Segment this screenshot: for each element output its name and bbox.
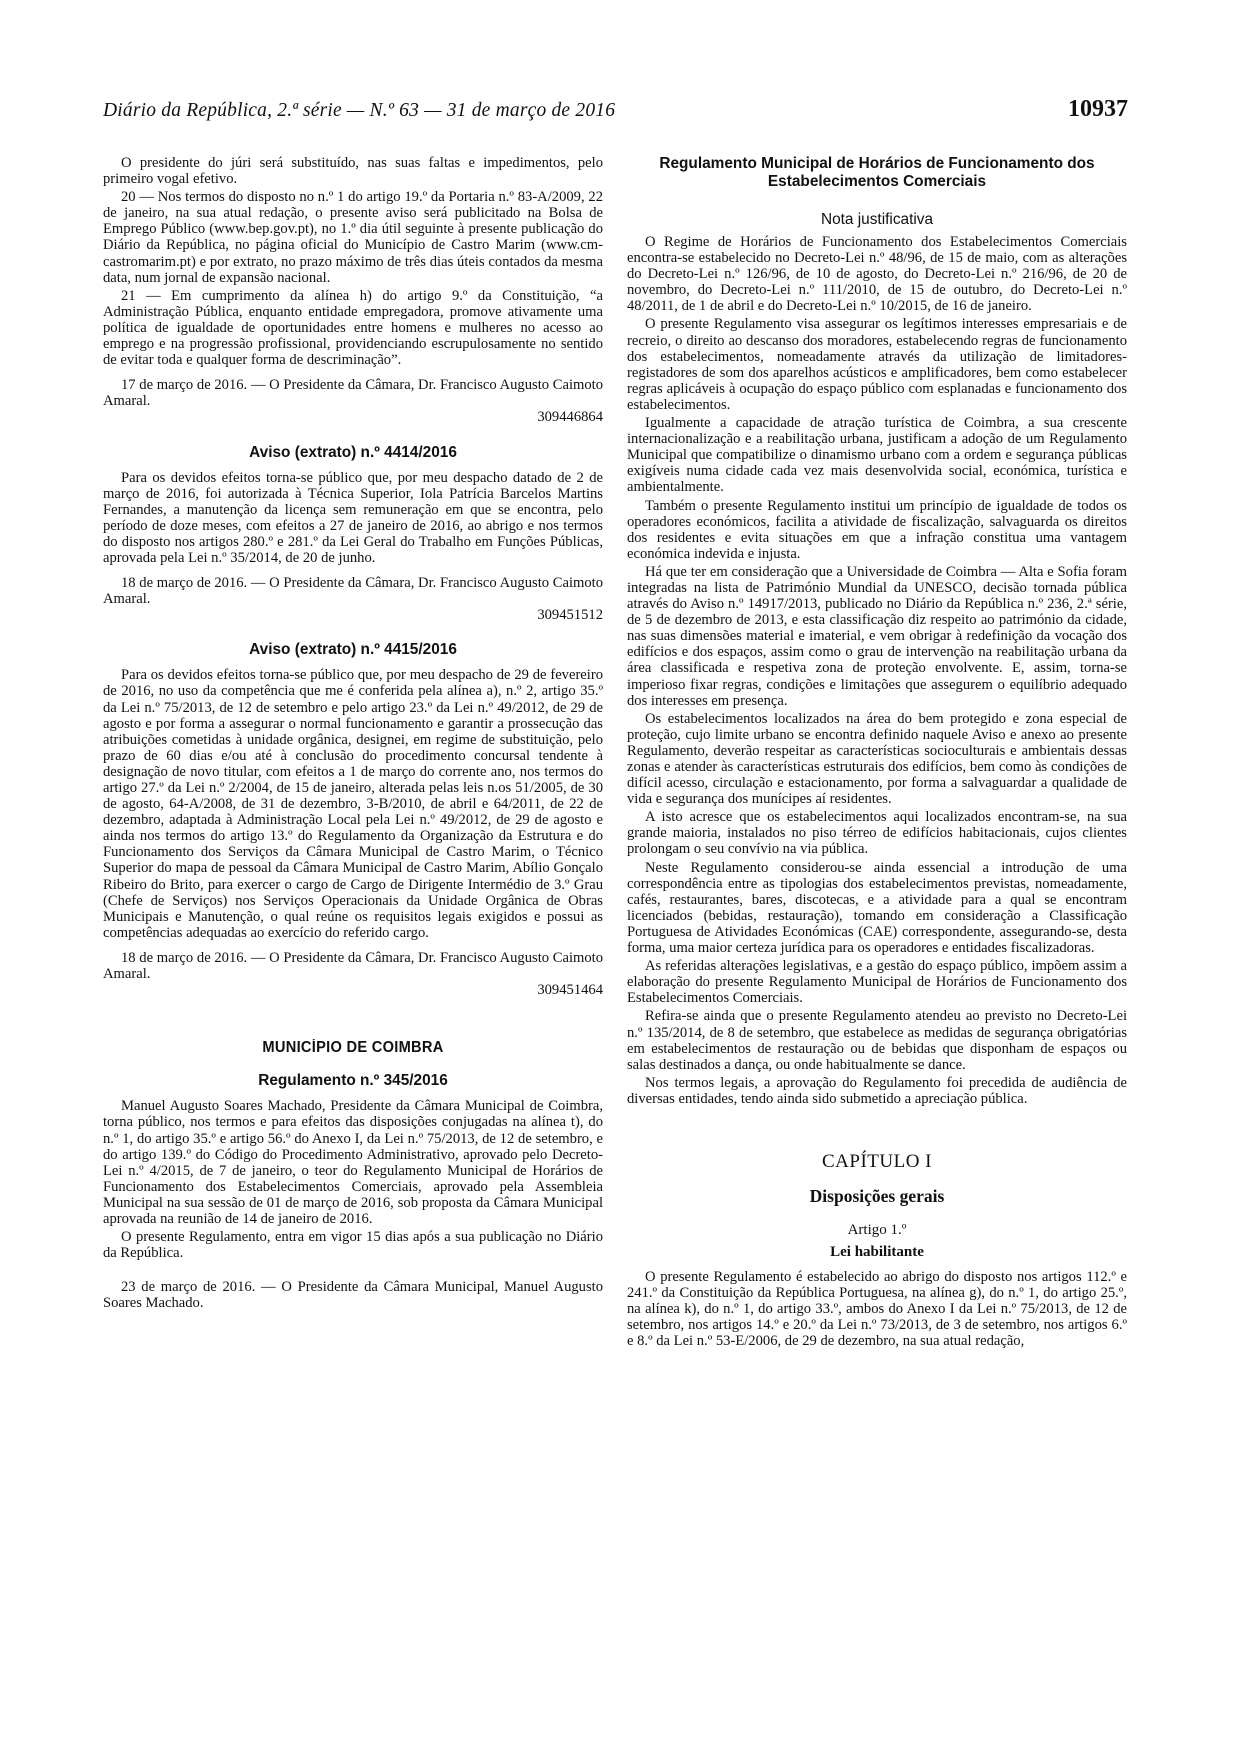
paragraph: Neste Regulamento considerou-se ainda essencial a introdução de uma correspondência entre as tipologias dos estabelecimentos previstas, nomeadamente, cafés, restaurantes, bares, discotecas, e a atividade para a qual se encontram licenciados (bebidas, restauração), tomando em consideração a Classificação Portuguesa de Atividades Económicas (CAE) correspondente, assegurando-se, desta forma, uma maior certeza jurídica para os operadores e entidades fiscalizadoras. — [627, 859, 1127, 957]
left-column — [103, 155, 603, 1317]
paragraph: Para os devidos efeitos torna-se público que, por meu despacho de 29 de fevereiro de 2016, no uso da competência que me é conferida pela alínea a), n.º 2, artigo 35.º da Lei n.º 75/2013, de 12 de setembro e pelo artigo 23.º da Lei n.º 49/2012, de 29 de agosto e por forma a assegurar o normal funcionamento e garantir a prossecução das atribuições cometidas à unidade orgânica, designei, em regime de substituição, pelo prazo de 60 dias e/ou até à conclusão do procedimento concursal tendente à designação de novo titular, com efeitos a 1 de março do corrente ano, nos termos do artigo 27.º da Lei n.º 2/2004, de 15 de janeiro, alterada pelas leis n.os 51/2005, de 30 de agosto, 64-A/2008, de 31 de dezembro, 3-B/2010, de abril e 64/2011, de 22 de dezembro, adaptada à Administração Local pela Lei n.º 49/2012, de 29 de agosto e ainda nos termos do artigo 13.º do Regulamento da Organização da Estrutura e do Funcionamento dos Serviços da Câmara Municipal de Castro Marim, o Técnico Superior do mapa de pessoal da Câmara Municipal de Castro Marim, Abílio Gonçalo Ribeiro do Brito, para exercer o cargo de Cargo de Dirigente Intermédio de 3.º Grau (Chefe de Serviços) nos Serviços Operacionais da Unidade Orgânica de Obras Municipais e Manutenção, o qual reúne os requisitos legais exigidos e possui as competências adequadas ao exercício do referido cargo. — [103, 667, 603, 941]
right-column — [627, 155, 1127, 1355]
reference-number: 309451464 — [537, 982, 603, 999]
paragraph: Há que ter em consideração que a Universidade de Coimbra — Alta e Sofia foram integradas na lista de Património Mundial da UNESCO, decisão tornada pública através do Aviso n.º 14917/2013, publicado no Diário da República n.º 236, 2.ª série, de 5 de dezembro de 2013, e esta classificação diz respeito ao património da cidade, nas suas dimensões material e imaterial, e vem obrigar à redefinição da vocação dos edifícios e dos espaços, assim como o grau de intervenção na reabilitação urbana da área classificada e respetiva zona de proteção envolvente. E, assim, torna-se imperioso fixar regras, condições e limitações que assegurem o equilíbrio adequado dos interesses em presença. — [627, 563, 1127, 709]
chapter-heading: CAPÍTULO I — [821, 1150, 933, 1172]
municipality-heading: MUNICÍPIO DE COIMBRA — [262, 1039, 444, 1057]
paragraph: O presidente do júri será substituído, nas suas faltas e impedimentos, pelo primeiro vogal efetivo. — [103, 155, 603, 188]
paragraph: As referidas alterações legislativas, e a gestão do espaço público, impõem assim a elaboração do presente Regulamento Municipal de Horários de Funcionamento dos Estabelecimentos Comerciais. — [627, 958, 1127, 1007]
paragraph: Os estabelecimentos localizados na área do bem protegido e zona especial de proteção, cujo limite urbano se encontra definido naquele Aviso e anexo ao presente Regulamento, deverão respeitar as características socioculturais e ambientais dessas zonas e atender às características estruturais dos edifícios, bem como às condições de difícil acesso, circulação e estacionamento, por forma a salvaguardar a qualidade de vida e segurança dos munícipes aí residentes. — [627, 710, 1127, 808]
paragraph: A isto acresce que os estabelecimentos aqui localizados encontram-se, na sua grande maioria, instalados no piso térreo de edifícios habitacionais, cujos clientes prolongam o seu convívio na via pública. — [627, 809, 1127, 858]
signature: 17 de março de 2016. — O Presidente da Câmara, Dr. Francisco Augusto Caimoto Amaral. — [103, 377, 603, 410]
paragraph: 21 — Em cumprimento da alínea h) do artigo 9.º da Constituição, “a Administração Pública, enquanto entidade empregadora, promove ativamente uma política de igualdade de oportunidades entre homens e mulheres no acesso ao emprego e na progressão profissional, providenciando escrupulosamente no sentido de evitar toda e qualquer forma de descriminação”. — [103, 287, 603, 369]
paragraph: Igualmente a capacidade de atração turística de Coimbra, a sua crescente internacionalização e a reabilitação urbana, justificam a adoção de um Regulamento Municipal que compatibilize o dinamismo urbano com a ordem e segurança públicas exigíveis numa cidade cada vez mais desenvolvida social, económica, turística e ambientalmente. — [627, 415, 1127, 496]
paragraph: O presente Regulamento, entra em vigor 15 dias após a sua publicação no Diário da República. — [103, 1229, 603, 1262]
section-heading: Aviso (extrato) n.º 4414/2016 — [249, 443, 457, 461]
regulation-title: Regulamento Municipal de Horários de Funcionamento dos Estabelecimentos Comerciais — [659, 155, 1095, 190]
section-heading: Aviso (extrato) n.º 4415/2016 — [249, 641, 457, 659]
page-header — [103, 96, 1128, 130]
regulation-heading: Regulamento n.º 345/2016 — [258, 1072, 448, 1090]
reference-number: 309451512 — [537, 607, 603, 624]
reference-number: 309446864 — [537, 409, 603, 426]
signature: 18 de março de 2016. — O Presidente da Câmara, Dr. Francisco Augusto Caimoto Amaral. — [103, 575, 603, 608]
page-number: 10937 — [1068, 96, 1128, 122]
section-heading: Nota justificativa — [820, 211, 934, 228]
paragraph: Refira-se ainda que o presente Regulamento atendeu ao previsto no Decreto-Lei n.º 135/2014, de 8 de setembro, que estabelece as medidas de segurança obrigatórias em estabelecimentos de restauração ou de bebidas que disponham de espaços ou salas destinados a dança, ou onde habitualmente se dance. — [627, 1008, 1127, 1073]
article-title: Lei habilitante — [830, 1243, 924, 1260]
paragraph: Nos termos legais, a aprovação do Regulamento foi precedida de audiência de diversas entidades, tendo ainda sido submetido a apreciação pública. — [627, 1074, 1127, 1107]
signature: 23 de março de 2016. — O Presidente da Câmara Municipal, Manuel Augusto Soares Machado. — [103, 1279, 603, 1312]
paragraph: Também o presente Regulamento institui um princípio de igualdade de todos os operadores económicos, facilita a atividade de fiscalização, salvaguarda os direitos dos residentes e evita situações em que a infração constitua uma vantagem económica indevida e injusta. — [627, 497, 1127, 562]
paragraph: O Regime de Horários de Funcionamento dos Estabelecimentos Comerciais encontra-se estabelecido no Decreto-Lei n.º 48/96, de 15 de maio, com as alterações do Decreto-Lei n.º 126/96, de 10 de agosto, do Decreto-Lei n.º 216/96, de 20 de novembro, do Decreto-Lei n.º 111/2010, de 15 de outubro, do Decreto-Lei n.º 48/2011, de 1 de abril e do Decreto-Lei n.º 10/2015, de 16 de janeiro. — [627, 234, 1127, 315]
article-number: Artigo 1.º — [847, 1221, 907, 1238]
paragraph: Manuel Augusto Soares Machado, Presidente da Câmara Municipal de Coimbra, torna público, nos termos e para efeitos das disposições conjugadas na alínea t), do n.º 1, do artigo 35.º e artigo 56.º do Anexo I, da Lei n.º 75/2013, de 12 de setembro, e do artigo 139.º do Código do Procedimento Administrativo, aprovado pelo Decreto-Lei n.º 4/2015, de 7 de janeiro, o teor do Regulamento Municipal de Horários de Funcionamento dos Estabelecimentos Comerciais, aprovado pela Assembleia Municipal na sua sessão de 01 de março de 2016, sob proposta da Câmara Municipal aprovada na reunião de 14 de janeiro de 2016. — [103, 1098, 603, 1227]
paragraph: O presente Regulamento visa assegurar os legítimos interesses empresariais e de recreio, o direito ao descanso dos moradores, estabelecendo regras de funcionamento dos estabelecimentos, nomeadamente através da utilização de limitadores-registadores de som dos aparelhos acústicos e amplificadores, bem como estabelecer regras aplicáveis à ocupação do espaço público com esplanadas e funcionamento dos estabelecimentos. — [627, 316, 1127, 413]
chapter-subtitle: Disposições gerais — [809, 1185, 945, 1206]
paragraph: O presente Regulamento é estabelecido ao abrigo do disposto nos artigos 112.º e 241.º da Constituição da República Portuguesa, na alínea g), do n.º 1, do artigo 25.º, na alínea k), do n.º 1, do artigo 33.º, ambos do Anexo I da Lei n.º 75/2013, de 12 de setembro, nos artigos 14.º e 20.º da Lei n.º 73/2013, de 3 de setembro, nos artigos 6.º e 8.º da Lei n.º 53-E/2006, de 29 de dezembro, na sua atual redação, — [627, 1268, 1127, 1350]
paragraph: 20 — Nos termos do disposto no n.º 1 do artigo 19.º da Portaria n.º 83-A/2009, 22 de janeiro, na sua atual redação, o presente aviso será publicitado na Bolsa de Emprego Público (www.bep.gov.pt), no 1.º dia útil seguinte à presente publicação do Diário da República, no página oficial do Município de Castro Marim (www.cm-castromarim.pt) e por extrato, no prazo máximo de três dias úteis contados da mesma data, num jornal de expansão nacional. — [103, 189, 603, 286]
signature: 18 de março de 2016. — O Presidente da Câmara, Dr. Francisco Augusto Caimoto Amaral. — [103, 949, 603, 983]
journal-title: Diário da República, 2.ª série — N.º 63 — 31 de março de 2016 — [103, 100, 616, 121]
paragraph: Para os devidos efeitos torna-se público que, por meu despacho datado de 2 de março de 2016, foi autorizada à Técnica Superior, Iola Patrícia Barcelos Martins Fernandes, a manutenção da licença sem remuneração em que se encontra, pelo período de doze meses, com efeitos a 27 de janeiro de 2016, ao abrigo e nos termos do disposto nos artigos 280.º e 281.º da Lei Geral do Trabalho em Funções Públicas, aprovada pela Lei n.º 35/2014, de 20 de junho. — [103, 469, 603, 566]
